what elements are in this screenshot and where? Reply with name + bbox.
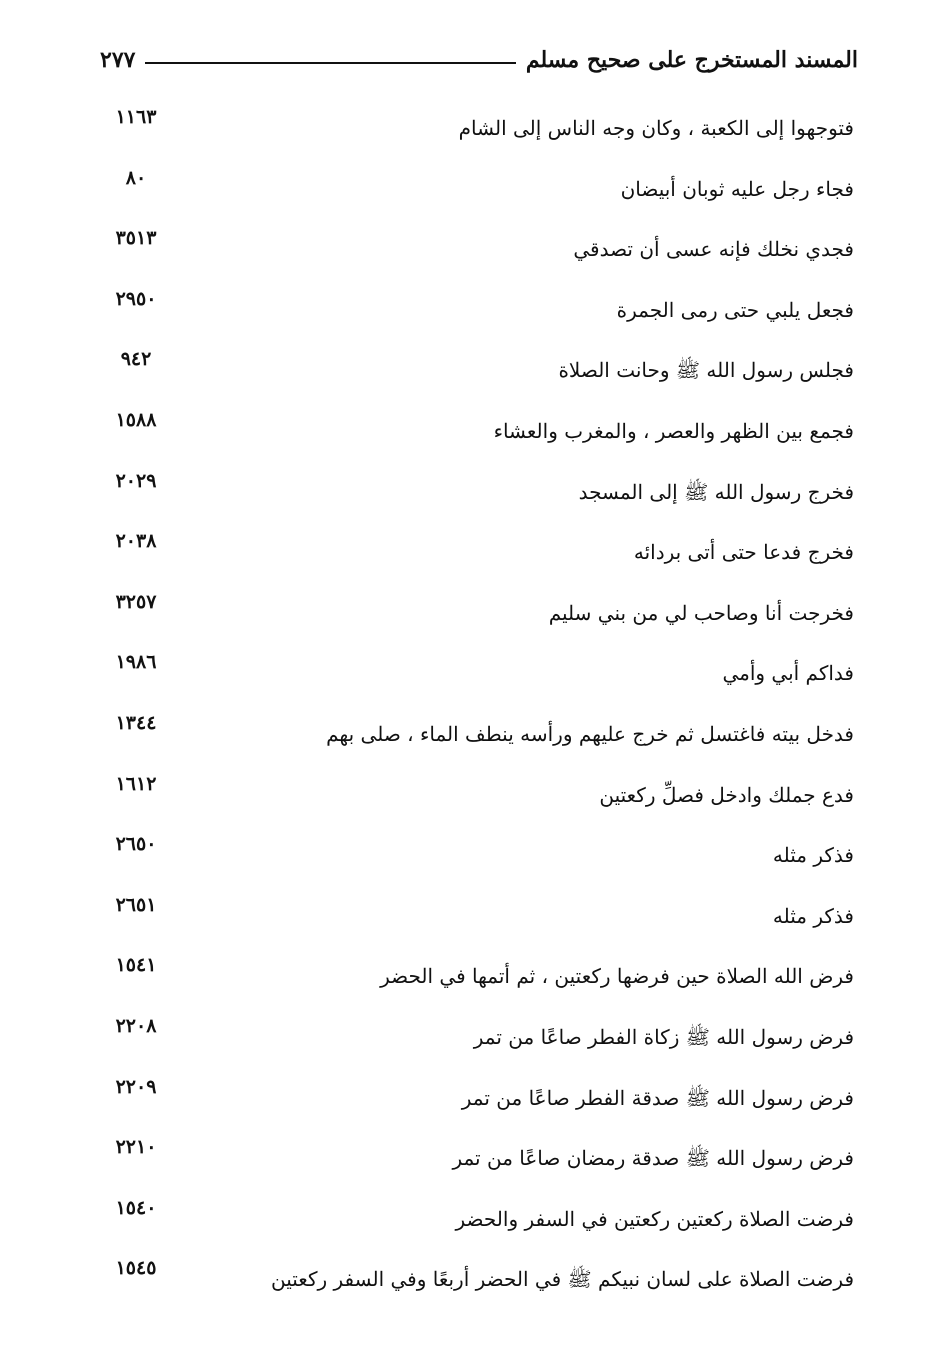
entry-text: فتوجهوا إلى الكعبة ، وكان وجه الناس إلى الشام xyxy=(458,116,854,140)
index-entry xyxy=(96,954,854,1015)
index-entry xyxy=(96,712,854,773)
entry-number: ٢٢٠٨ xyxy=(115,1014,157,1037)
page-number: ٢٧٧ xyxy=(100,47,136,73)
index-entry xyxy=(96,894,854,955)
index-entry xyxy=(96,227,854,288)
entry-text: فرض رسول الله ﷺ صدقة الفطر صاعًا من تمر xyxy=(461,1085,854,1110)
entry-number: ١٥٤٠ xyxy=(115,1196,157,1219)
entry-number: ٢٢١٠ xyxy=(115,1136,157,1159)
entry-text: فداكم أبي وأمي xyxy=(722,661,854,686)
index-entry xyxy=(96,1015,854,1076)
index-entry xyxy=(96,1076,854,1137)
entry-text: فجمع بين الظهر والعصر ، والمغرب والعشاء xyxy=(493,418,854,443)
entry-number: ١٥٨٨ xyxy=(115,408,157,431)
index-entry xyxy=(96,409,854,470)
entry-number: ١٣٤٤ xyxy=(115,711,157,734)
entry-number: ١٦١٢ xyxy=(115,772,157,795)
entry-text: فدع جملك وادخل فصلِّ ركعتين xyxy=(599,782,854,807)
entry-text: فخرج فدعا حتى أتى بردائه xyxy=(633,540,854,565)
entry-number: ٣٢٥٧ xyxy=(115,590,157,613)
entry-text: فرض رسول الله ﷺ صدقة رمضان صاعًا من تمر xyxy=(452,1146,854,1171)
index-entry xyxy=(96,591,854,652)
index-entry xyxy=(96,348,854,409)
index-list xyxy=(96,106,854,1318)
book-title: المسند المستخرج على صحيح مسلم xyxy=(525,47,858,73)
entry-number: ٩٤٢ xyxy=(120,348,152,371)
entry-number: ٨٠ xyxy=(125,166,147,189)
entry-number: ١٩٨٦ xyxy=(115,651,157,674)
index-entry xyxy=(96,106,854,167)
index-entry xyxy=(96,1136,854,1197)
index-entry xyxy=(96,530,854,591)
header-rule xyxy=(145,62,515,64)
entry-number: ٢٢٠٩ xyxy=(115,1075,157,1098)
entry-text: فرض الله الصلاة حين فرضها ركعتين ، ثم أتمها في الحضر xyxy=(380,964,854,989)
index-entry xyxy=(96,651,854,712)
entry-text: فذكر مثله xyxy=(772,903,854,928)
entry-number: ٢٩٥٠ xyxy=(115,287,157,310)
entry-text: فجلس رسول الله ﷺ وحانت الصلاة xyxy=(558,358,854,383)
entry-text: فجدي نخلك فإنه عسى أن تصدقي xyxy=(573,237,854,262)
entry-text: فجعل يلبي حتى رمى الجمرة xyxy=(616,297,854,322)
index-entry xyxy=(96,773,854,834)
entry-number: ١١٦٣ xyxy=(115,106,157,128)
entry-text: فذكر مثله xyxy=(772,843,854,868)
index-entry xyxy=(96,470,854,531)
index-entry xyxy=(96,833,854,894)
running-header xyxy=(100,42,858,78)
entry-text: فرضت الصلاة ركعتين ركعتين في السفر والحضر xyxy=(455,1206,854,1231)
entry-text: فخرجت أنا وصاحب لي من بني سليم xyxy=(548,600,854,625)
entry-text: فجاء رجل عليه ثوبان أبيضان xyxy=(620,176,854,201)
entry-text: فخرج رسول الله ﷺ إلى المسجد xyxy=(578,479,854,504)
entry-number: ٢٦٥١ xyxy=(115,893,157,916)
index-entry xyxy=(96,167,854,228)
entry-text: فرض رسول الله ﷺ زكاة الفطر صاعًا من تمر xyxy=(473,1024,854,1049)
index-entry xyxy=(96,1197,854,1258)
entry-text: فرضت الصلاة على لسان نبيكم ﷺ في الحضر أربعًا وفي السفر ركعتين xyxy=(271,1267,854,1292)
entry-number: ١٥٤١ xyxy=(115,954,157,977)
entry-number: ٢٠٣٨ xyxy=(115,530,157,553)
index-entry xyxy=(96,1257,854,1318)
entry-text: فدخل بيته فاغتسل ثم خرج عليهم ورأسه ينطف الماء ، صلى بهم xyxy=(326,721,854,746)
entry-number: ٣٥١٣ xyxy=(115,227,157,250)
entry-number: ٢٦٥٠ xyxy=(115,833,157,856)
entry-number: ٢٠٢٩ xyxy=(115,469,157,492)
index-entry xyxy=(96,288,854,349)
entry-number: ١٥٤٥ xyxy=(115,1257,157,1280)
